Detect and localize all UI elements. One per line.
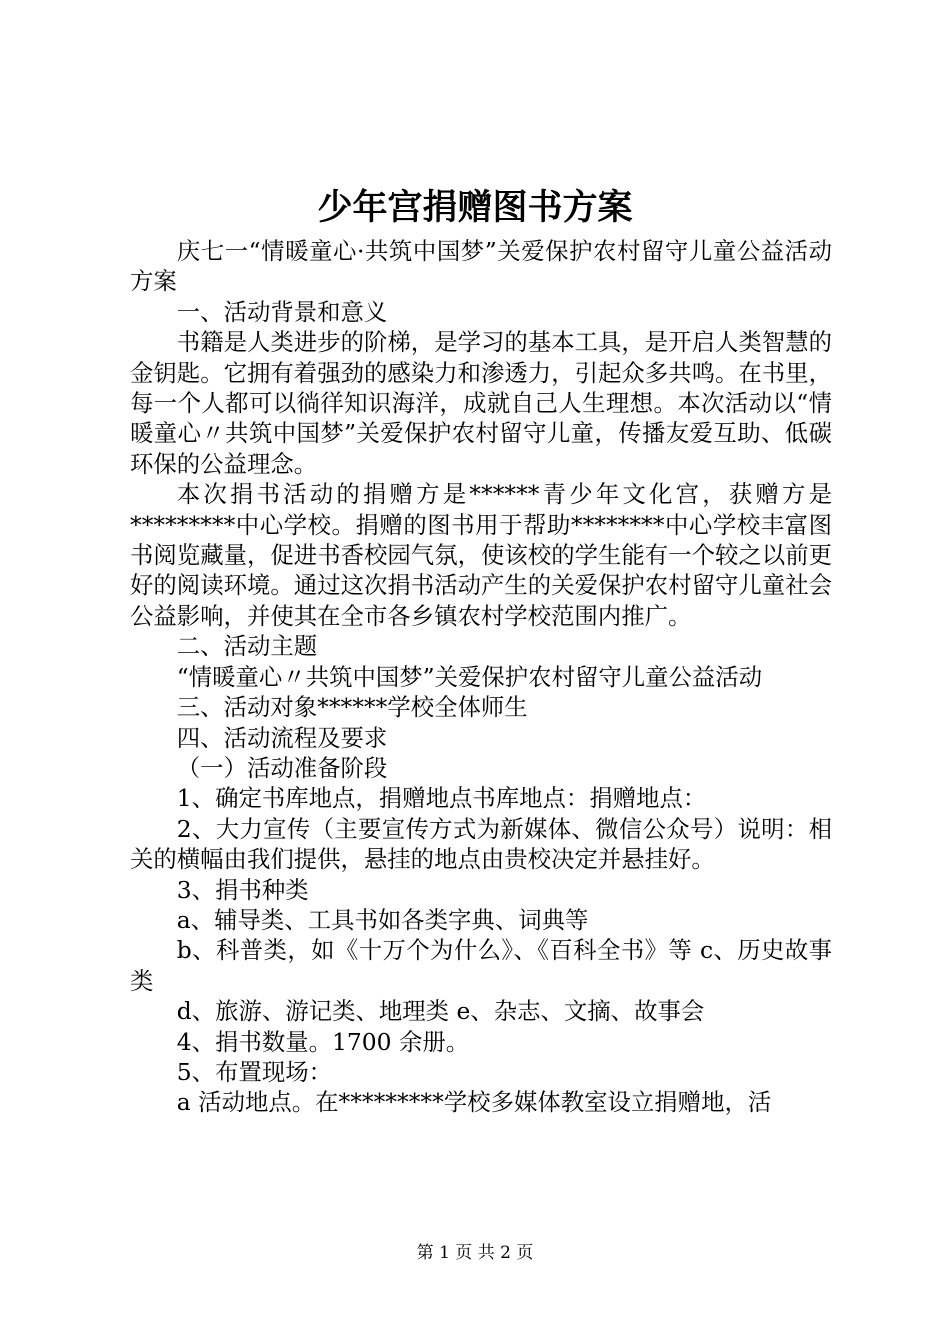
- section-heading-2: 二、活动主题: [176, 632, 318, 661]
- list-item: b、科普类，如《十万个为什么》、《百科全书》等 c、历史故事类: [130, 936, 832, 995]
- list-item: d、旅游、游记类、地理类 e、杂志、文摘、故事会: [176, 997, 705, 1026]
- list-item: 1、确定书库地点，捐赠地点书库地点：捐赠地点：: [176, 784, 707, 813]
- section-heading-3: 三、活动对象******学校全体师生: [176, 693, 528, 722]
- section-heading-1: 一、活动背景和意义: [176, 297, 388, 326]
- list-item: 2、大力宣传（主要宣传方式为新媒体、微信公众号）说明：相关的横幅由我们提供，悬挂的地点由贵校决定并悬挂好。: [130, 814, 832, 874]
- document-body: [130, 236, 832, 1118]
- list-item: 5、布置现场：: [176, 1057, 333, 1086]
- section-heading-4: 四、活动流程及要求: [176, 723, 388, 752]
- page-footer: 第 1 页 共 2 页: [416, 1243, 534, 1263]
- list-item: a、辅导类、工具书如各类字典、词典等: [176, 905, 589, 934]
- donation-paragraph: 本次捐书活动的捐赠方是******青少年文化宫，获赠方是*********中心学校。捐赠的图书用于帮助********中心学校丰富图书阅览藏量，促进书香校园气氛，使该校的学生能有一个较之以前更好的阅读环境。通过这次捐书活动产生的关爱保护农村留守儿童社会公益影响，并使其在全市各乡镇农村学校范围内推广。: [130, 480, 832, 630]
- list-item: a 活动地点。在*********学校多媒体教室设立捐赠地，活: [176, 1088, 772, 1117]
- theme-paragraph: “情暖童心〃共筑中国梦”关爱保护农村留守儿童公益活动: [176, 662, 763, 691]
- background-paragraph: 书籍是人类进步的阶梯，是学习的基本工具，是开启人类智慧的金钥匙。它拥有着强劲的感染力和渗透力，引起众多共鸣。在书里，每一个人都可以徜徉知识海洋，成就自己人生理想。本次活动以“情暖童心〃共筑中国梦”关爱保护农村留守儿童，传播友爱互助、低碳环保的公益理念。: [130, 328, 832, 478]
- subtitle-paragraph: 庆七一“情暖童心·共筑中国梦”关爱保护农村留守儿童公益活动方案: [130, 237, 832, 296]
- list-item: 4、捐书数量。1700 余册。: [176, 1027, 470, 1056]
- subsection-heading: （一）活动准备阶段: [176, 753, 388, 782]
- list-item: 3、捐书种类: [176, 875, 309, 904]
- document-title: 少年宫捐赠图书方案: [317, 187, 633, 228]
